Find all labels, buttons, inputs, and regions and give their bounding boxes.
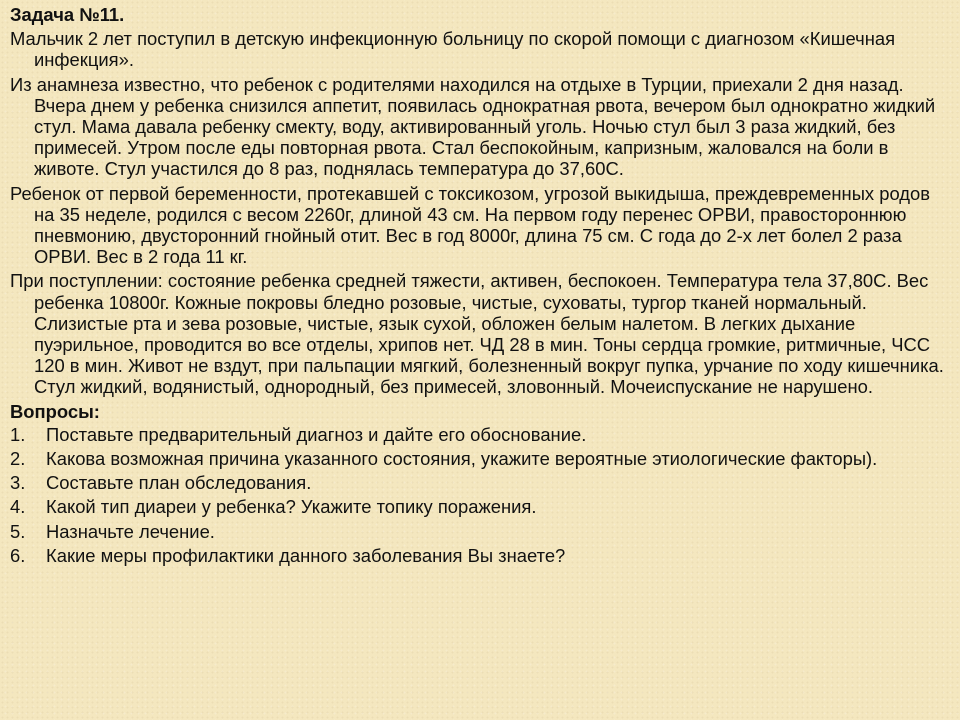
- admission-status-paragraph: При поступлении: состояние ребенка средней тяжести, активен, беспокоен. Температура тела 37,80С. Вес ребенка 10800г. Кожные покровы бледно розовые, чистые, суховаты, тургор тканей нормальный. Слизистые рта и зева розовые, чистые, язык сухой, обложен белым налетом. В легких дыхание пуэрильное, проводится во все отделы, хрипов нет. ЧД 28 в мин. Тоны сердца громкие, ритмичные, ЧСС 120 в мин. Живот не вздут, при пальпации мягкий, болезненный вокруг пупка, урчание по ходу кишечника. Стул жидкий, водянистый, однородный, без примесей, зловонный. Мочеиспускание не нарушено.: [10, 270, 944, 398]
- question-item: [10, 496, 945, 517]
- question-number: 5.: [10, 520, 26, 542]
- question-number: 3.: [10, 472, 26, 494]
- question-text: Поставьте предварительный диагноз и дайте его обоснование.: [46, 423, 587, 445]
- question-number: 6.: [10, 544, 26, 566]
- life-history-paragraph: Ребенок от первой беременности, протекавшей с токсикозом, угрозой выкидыша, преждевременных родов на 35 неделе, родился с весом 2260г, длиной 43 см. На первом году перенес ОРВИ, правостороннюю пневмонию, двусторонний гнойный отит. Вес в год 8000г, длина 75 см. С года до 2-х лет болел 2 раза ОРВИ. Вес в 2 года 11 кг.: [10, 182, 931, 268]
- question-item: [10, 521, 945, 542]
- question-text: Составьте план обследования.: [46, 472, 312, 494]
- question-item: [10, 424, 945, 445]
- case-intro-paragraph: Мальчик 2 лет поступил в детскую инфекционную больницу по скорой помощи с диагнозом «Кишечная инфекция».: [10, 28, 896, 71]
- slide-content: [10, 4, 945, 569]
- task-title: Задача №11.: [10, 4, 125, 25]
- question-number: 2.: [10, 448, 26, 470]
- question-number: 4.: [10, 496, 26, 518]
- question-number: 1.: [10, 423, 26, 445]
- question-item: [10, 448, 945, 469]
- question-text: Какой тип диареи у ребенка? Укажите топику поражения.: [46, 496, 537, 518]
- question-text: Какие меры профилактики данного заболевания Вы знаете?: [46, 544, 566, 566]
- questions-heading: Вопросы:: [10, 400, 100, 422]
- question-text: Какова возможная причина указанного состояния, укажите вероятные этиологические факторы).: [46, 448, 878, 470]
- question-item: [10, 472, 945, 493]
- questions-list: [10, 424, 945, 566]
- question-text: Назначьте лечение.: [46, 520, 215, 542]
- anamnesis-paragraph: Из анамнеза известно, что ребенок с родителями находился на отдыхе в Турции, приехали 2 дня назад. Вчера днем у ребенка снизился аппетит, появилась однократная рвота, вечером был однократно жидкий стул. Мама давала ребенку смекту, воду, активированный уголь. Ночью стул был 3 раза жидкий, без примесей. Утром после еды повторная рвота. Стал беспокойным, капризным, жаловался на боли в животе. Стул участился до 8 раз, поднялась температура до 37,60С.: [10, 73, 936, 180]
- question-item: [10, 545, 945, 566]
